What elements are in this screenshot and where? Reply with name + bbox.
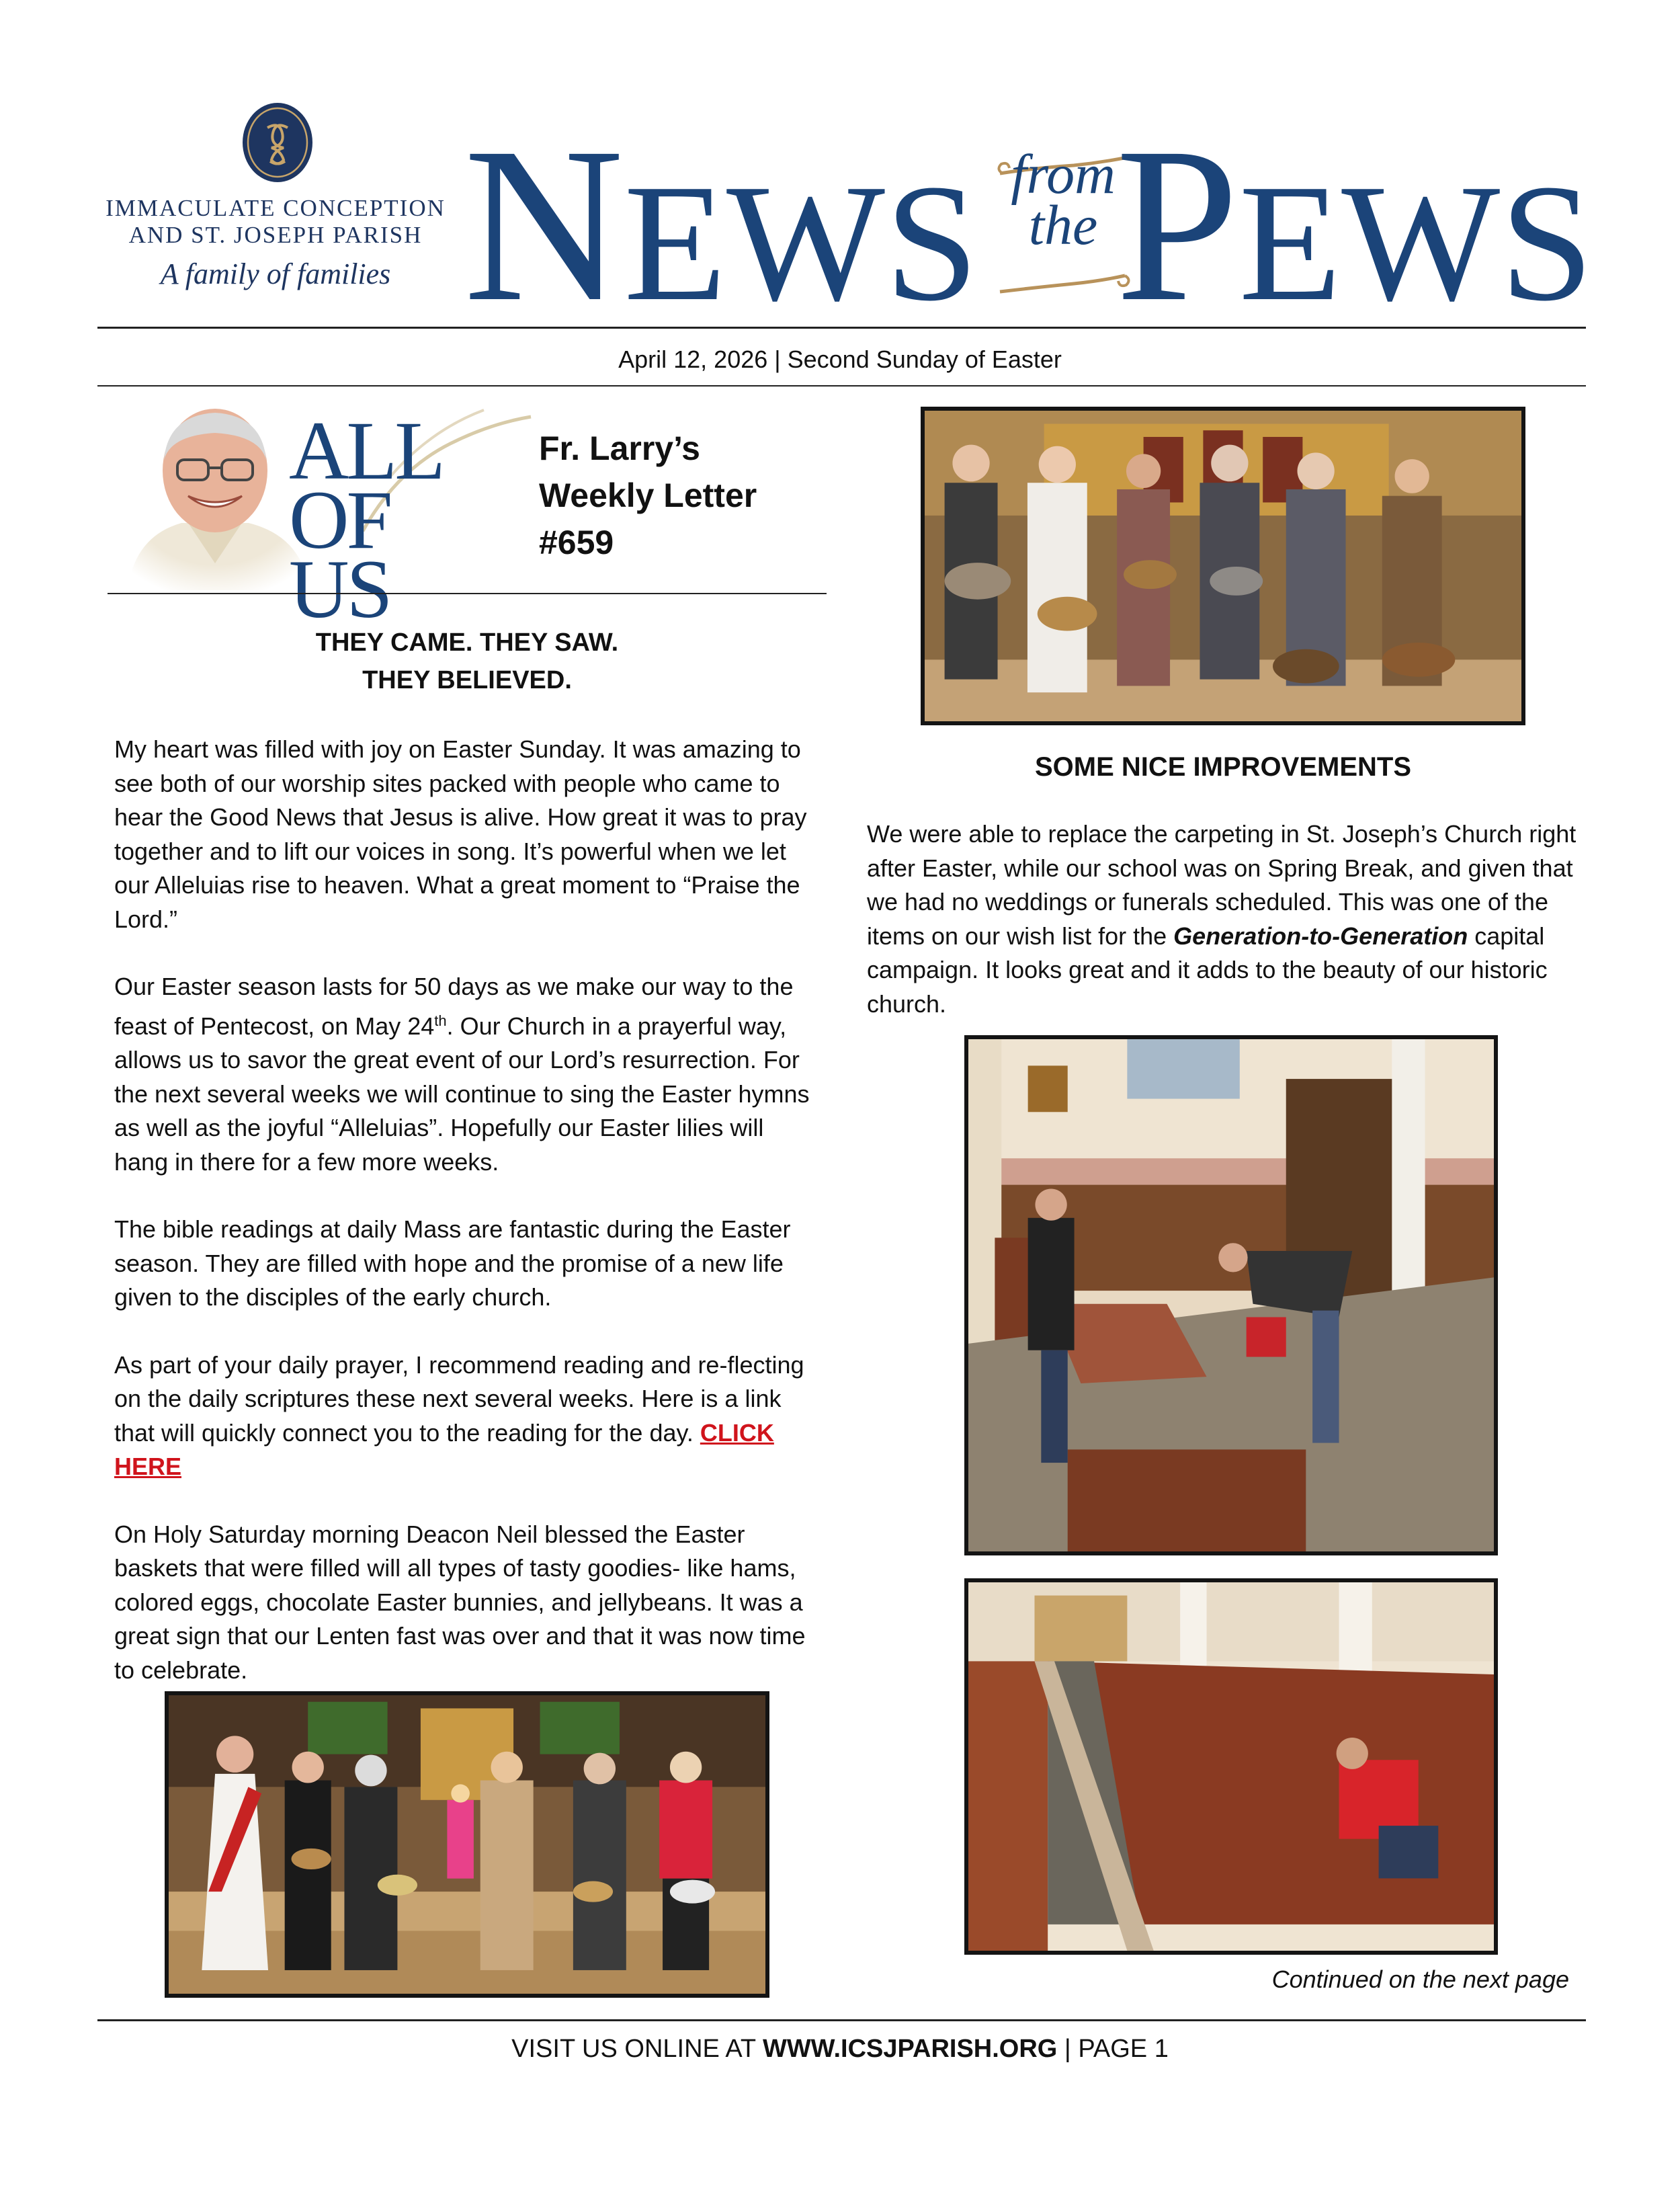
improvements-paragraph — [867, 817, 1579, 1021]
masthead-title-pews — [1116, 102, 1594, 348]
photo-carpet-install-2 — [964, 1578, 1498, 1955]
letter-paragraph-2-sup: th — [434, 1012, 447, 1029]
parish-name-line2: AND ST. JOSEPH PARISH — [128, 222, 423, 248]
parish-seal-icon — [241, 101, 314, 184]
photo-women-easter-baskets — [921, 407, 1525, 725]
click-here-link[interactable]: CLICK HERE — [114, 1418, 774, 1480]
all-of-us-line1: ALL — [289, 405, 444, 497]
issue-date-line: April 12, 2026 | Second Sunday of Easter — [618, 346, 1062, 373]
improvements-text-end: capital campaign. It looks great and it adds to the beauty of our historic church. — [867, 922, 1548, 1018]
masthead-rule-top — [97, 327, 1586, 329]
photo-carpet-install-1 — [964, 1035, 1498, 1555]
masthead-pews-text: PEWS — [1116, 102, 1594, 348]
letter-title-line3: #659 — [539, 524, 614, 561]
letter-body — [114, 733, 820, 1721]
masthead-rule-bottom — [97, 385, 1586, 387]
footer-page-number: | PAGE 1 — [1057, 2035, 1169, 2063]
letter-paragraph-2-end: . Our Church in a prayerful way, allows us to savor the great event of our Lord’s resurrection. For the next several weeks we will continue to sing the Easter hymns as well as the joyful “Alleluias”. Hopefully our Easter lilies will hang in there for a few more weeks. — [114, 1012, 810, 1176]
improvements-heading: SOME NICE IMPROVEMENTS — [1034, 752, 1412, 782]
improvements-text-start: We were able to replace the carpeting in St. Joseph’s Church right after Easter, while our school was on Spring Break, and given that we had no weddings or funerals scheduled. This was one of the items on our wish list for the — [867, 820, 1577, 950]
continued-caption: Continued on the next page — [1271, 1965, 1569, 1993]
masthead-the-text: the — [1028, 194, 1098, 257]
letter-paragraph-1: My heart was filled with joy on Easter Sunday. It was amazing to see both of our worship sites packed with people who came to hear the Good News that Jesus is alive. How great it was to pray together and to lift our voices in song. It’s powerful when we let our Alleluias rise to heaven. What a great moment to “Praise the Lord.” — [114, 735, 807, 933]
campaign-name: Generation-to-Generation — [1173, 922, 1468, 950]
parish-website-link[interactable]: WWW.ICSJPARISH.ORG — [762, 2035, 1058, 2063]
footer-prefix: VISIT US ONLINE AT — [511, 2035, 763, 2063]
letter-paragraph-2-start: Our Easter season lasts for 50 days as we make our way to the feast of Pentecost, on May 24 — [114, 973, 794, 1040]
photo-deacon-easter-baskets — [165, 1691, 769, 1998]
footer — [0, 2035, 1680, 2064]
masthead-from-text: from — [1011, 143, 1116, 206]
letter-header-rule — [108, 593, 827, 594]
letter-title-line1: Fr. Larry’s — [539, 430, 700, 467]
masthead-title-news — [464, 102, 979, 348]
all-of-us-banner — [289, 405, 504, 635]
masthead-from-the — [1003, 143, 1124, 257]
all-of-us-line2: OF US — [289, 473, 390, 635]
letter-heading-line2: THEY BELIEVED. — [362, 666, 572, 694]
letter-paragraph-4-text: As part of your daily prayer, I recommend reading and re-flecting on the daily scriptures these next several weeks. Here is a link that will quickly connect you to the reading for the day. — [114, 1350, 804, 1447]
masthead-news-text: NEWS — [464, 102, 979, 348]
letter-heading-line1: THEY CAME. THEY SAW. — [315, 628, 619, 657]
footer-rule — [97, 2019, 1586, 2021]
ornament-bottom-icon — [993, 269, 1134, 296]
letter-paragraph-5: On Holy Saturday morning Deacon Neil blessed the Easter baskets that were filled will all types of tasty goodies- like hams, colored eggs, chocolate Easter bunnies, and jellybeans. It was a great sign that our Lenten fast was over and that it was now time to celebrate. — [114, 1520, 806, 1684]
letter-paragraph-4 — [114, 1348, 820, 1484]
letter-paragraph-3: The bible readings at daily Mass are fantastic during the Easter season. They are filled with hope and the promise of a new life given to the disciples of the early church. — [114, 1215, 791, 1311]
parish-tagline: A family of families — [160, 257, 391, 290]
letter-title-line2: Weekly Letter — [539, 477, 757, 514]
parish-name-line1: IMMACULATE CONCEPTION — [106, 195, 446, 221]
letter-title — [539, 425, 835, 566]
parish-logo — [94, 101, 457, 309]
letter-heading — [108, 624, 827, 699]
letter-paragraph-2 — [114, 970, 820, 1179]
